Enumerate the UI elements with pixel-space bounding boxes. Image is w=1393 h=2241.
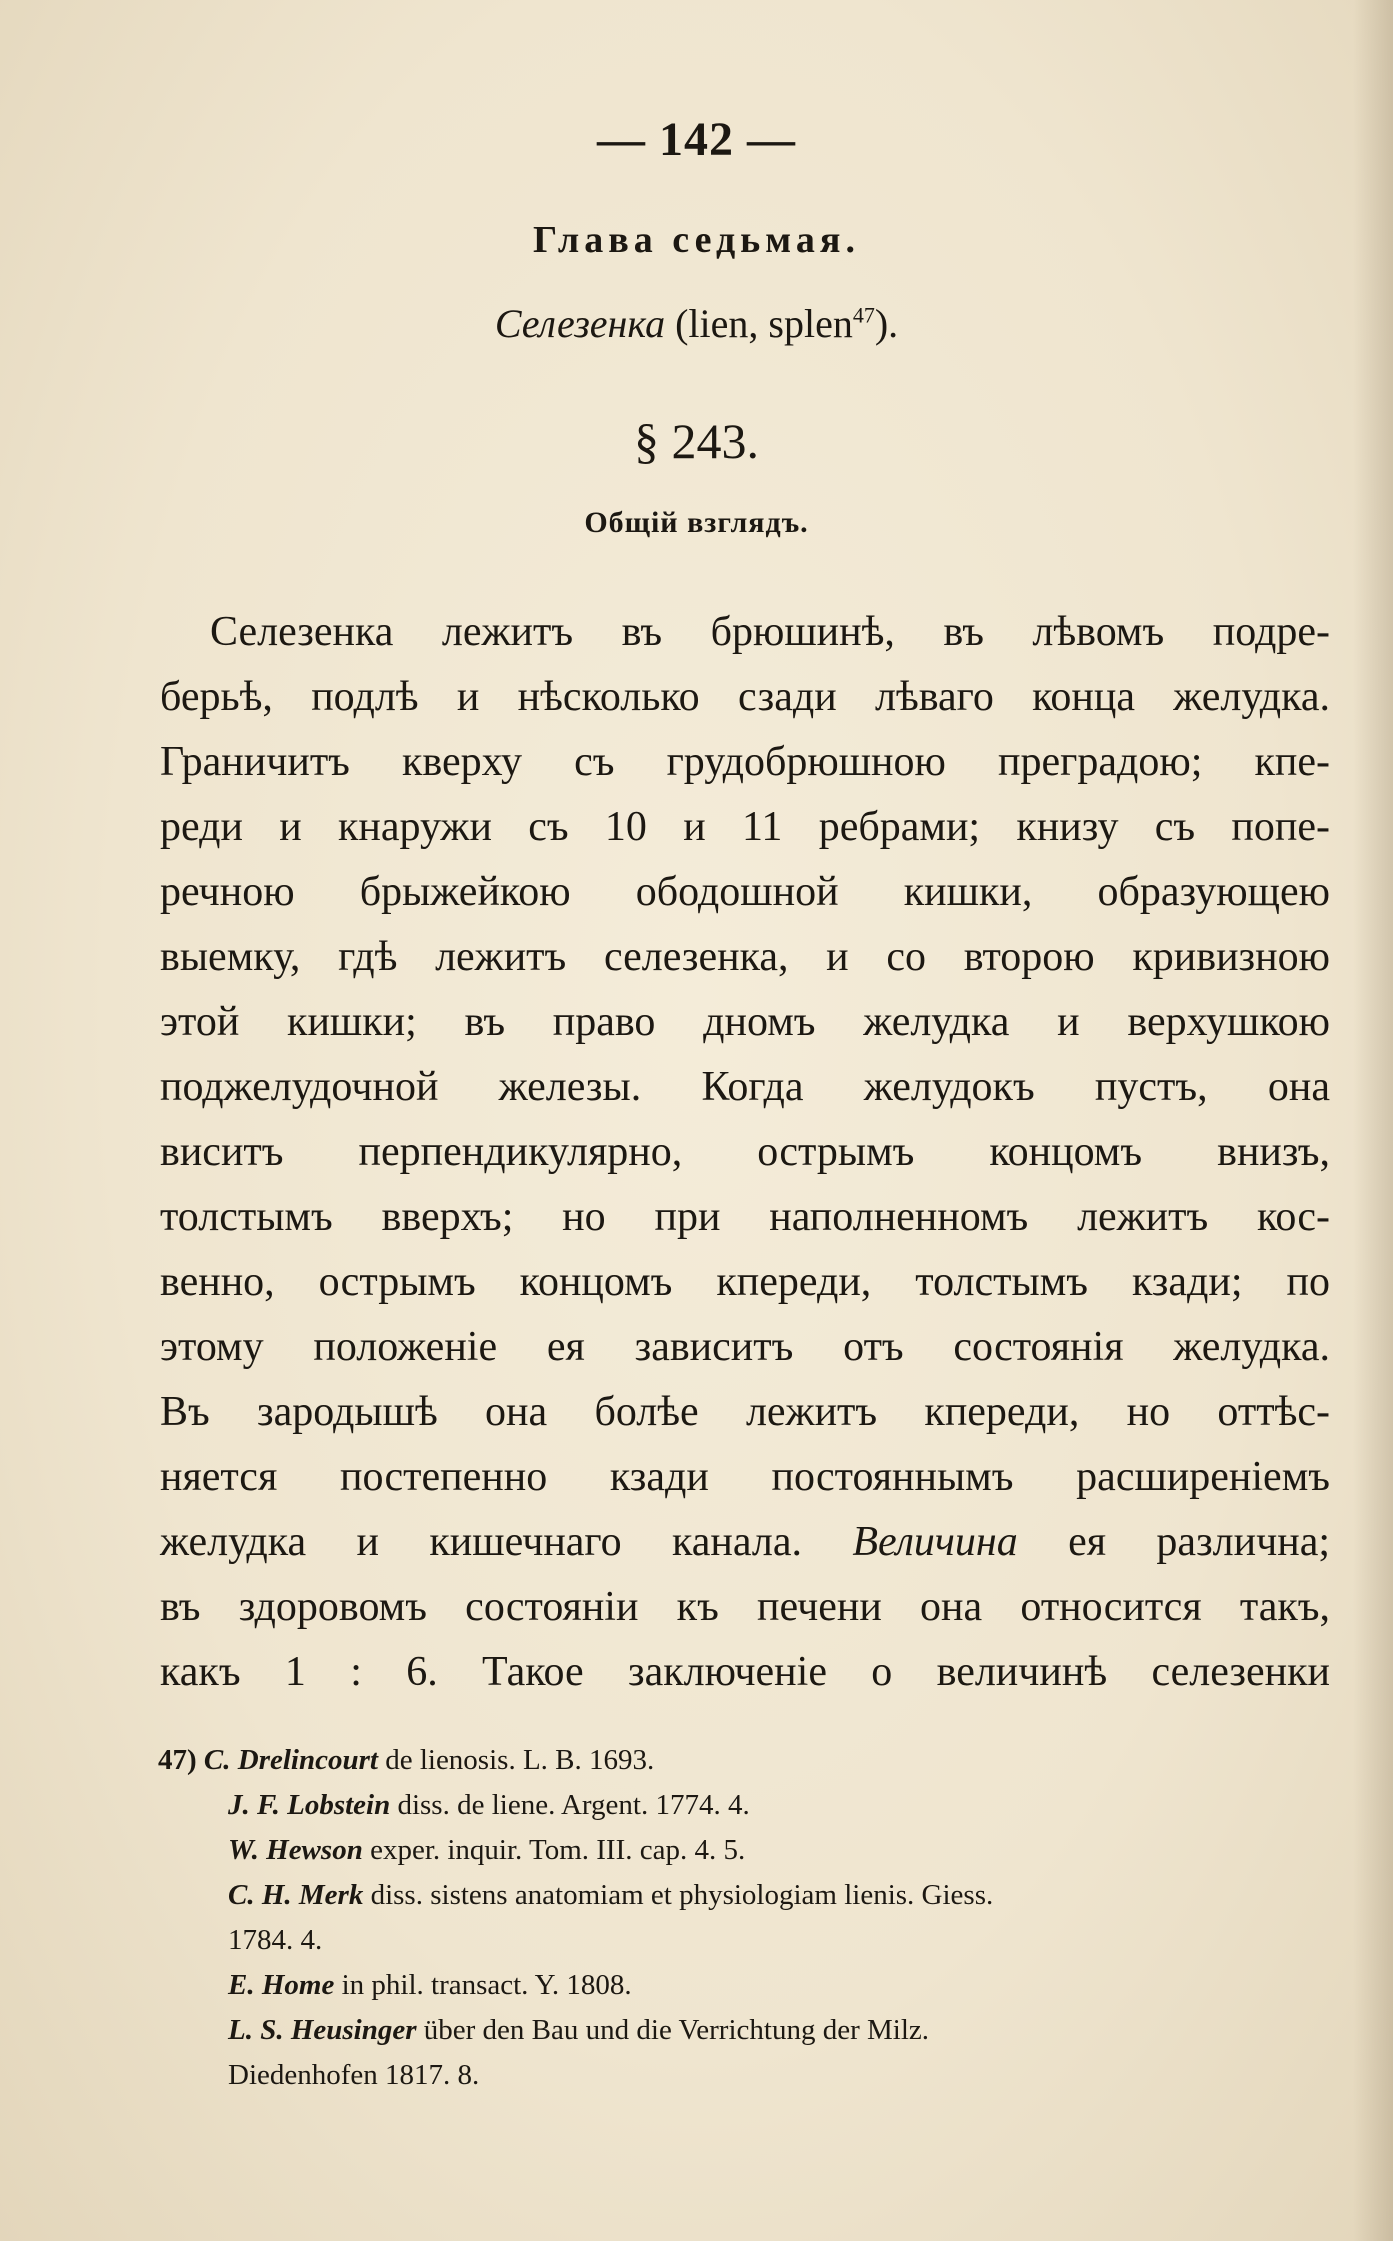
footnote-text: diss. sistens anatomiam et physiologiam lienis. Giess. bbox=[370, 1879, 994, 1911]
subtitle-close: ). bbox=[874, 301, 899, 346]
section-heading: Общiй взглядъ. bbox=[584, 506, 809, 539]
footnote-text: diss. de liene. Argent. 1774. 4. bbox=[397, 1789, 750, 1821]
footnote-entry bbox=[158, 1828, 1333, 1873]
footnotes bbox=[158, 1738, 1333, 2098]
body-line-part: ея различна; bbox=[1068, 1519, 1331, 1565]
subtitle-latin: (lien, splen bbox=[675, 301, 853, 346]
italic-term: Величина bbox=[852, 1519, 1018, 1565]
footnote-author: C. Drelincourt bbox=[203, 1744, 378, 1776]
body-line: Селезенка лежитъ въ брюшинѣ, въ лѣвомъ подре- bbox=[210, 609, 1330, 655]
section-number: § 243. bbox=[634, 413, 759, 469]
page-number: — 142 — bbox=[597, 113, 796, 166]
subtitle-italic: Селезенка bbox=[494, 301, 666, 346]
footnote-author: J. F. Lobstein bbox=[228, 1789, 391, 1821]
footnote-text: de lienosis. L. B. 1693. bbox=[385, 1744, 655, 1776]
body-line: въ здоровомъ состоянiи къ печени она относится такъ, bbox=[160, 1584, 1330, 1630]
body-line-part: желудка и кишечнаго канала. bbox=[160, 1519, 802, 1565]
footnote-author: W. Hewson bbox=[228, 1834, 363, 1866]
footnote-author: C. H. Merk bbox=[228, 1879, 364, 1911]
footnote-entry bbox=[158, 1738, 1333, 1783]
body-line: венно, острымъ концомъ кпереди, толстымъ кзади; по bbox=[160, 1259, 1330, 1305]
footnote-entry bbox=[158, 2008, 1333, 2053]
footnote-text: exper. inquir. Tom. III. cap. 4. 5. bbox=[370, 1834, 746, 1866]
body-line: виситъ перпендикулярно, острымъ концомъ внизъ, bbox=[160, 1129, 1330, 1175]
footnote-entry bbox=[158, 1963, 1333, 2008]
footnote-author: E. Home bbox=[228, 1969, 335, 2001]
footnote-text: Diedenhofen 1817. 8. bbox=[228, 2059, 480, 2091]
body-line: толстымъ вверхъ; но при наполненномъ лежитъ кос- bbox=[160, 1194, 1330, 1240]
body-line: этой кишки; въ право дномъ желудка и верхушкою bbox=[160, 999, 1330, 1045]
footnote-text: in phil. transact. Y. 1808. bbox=[341, 1969, 632, 2001]
footnote-text: 1784. 4. bbox=[228, 1924, 323, 1956]
body-line: выемку, гдѣ лежитъ селезенка, и со второю кривизною bbox=[160, 934, 1330, 980]
body-line: реди и кнаружи съ 10 и 11 ребрами; книзу съ попе- bbox=[160, 804, 1330, 850]
footnote-continuation bbox=[158, 2053, 1333, 2098]
footnote-number: 47) bbox=[158, 1744, 197, 1776]
body-line-with-italic bbox=[160, 1510, 1330, 1575]
body-line: какъ 1 : 6. Такое заключенiе о величинѣ селезенки bbox=[160, 1649, 1330, 1695]
footnote-text: über den Bau und die Verrichtung der Milz. bbox=[423, 2014, 930, 2046]
body-line: этому положенiе ея зависитъ отъ состоянiя желудка. bbox=[160, 1324, 1330, 1370]
body-text bbox=[160, 600, 1330, 1705]
footnote-author: L. S. Heusinger bbox=[228, 2014, 417, 2046]
chapter-subtitle bbox=[0, 300, 1393, 347]
footnote-ref: 47 bbox=[852, 302, 875, 328]
body-line: берьѣ, подлѣ и нѣсколько сзади лѣваго конца желудка. bbox=[160, 674, 1330, 720]
chapter-title: Глава седьмая. bbox=[533, 219, 860, 261]
footnote-entry bbox=[158, 1873, 1333, 1918]
footnote-entry bbox=[158, 1783, 1333, 1828]
body-line: няется постепенно кзади постояннымъ расширенiемъ bbox=[160, 1454, 1330, 1500]
body-line: Граничитъ кверху съ грудобрюшною преградою; кпе- bbox=[160, 739, 1330, 785]
body-line: Въ зародышѣ она болѣе лежитъ кпереди, но оттѣс- bbox=[160, 1389, 1330, 1435]
footnote-continuation bbox=[158, 1918, 1333, 1963]
body-line: речною брыжейкою ободошной кишки, образующею bbox=[160, 869, 1330, 915]
body-line: поджелудочной железы. Когда желудокъ пустъ, она bbox=[160, 1064, 1330, 1110]
